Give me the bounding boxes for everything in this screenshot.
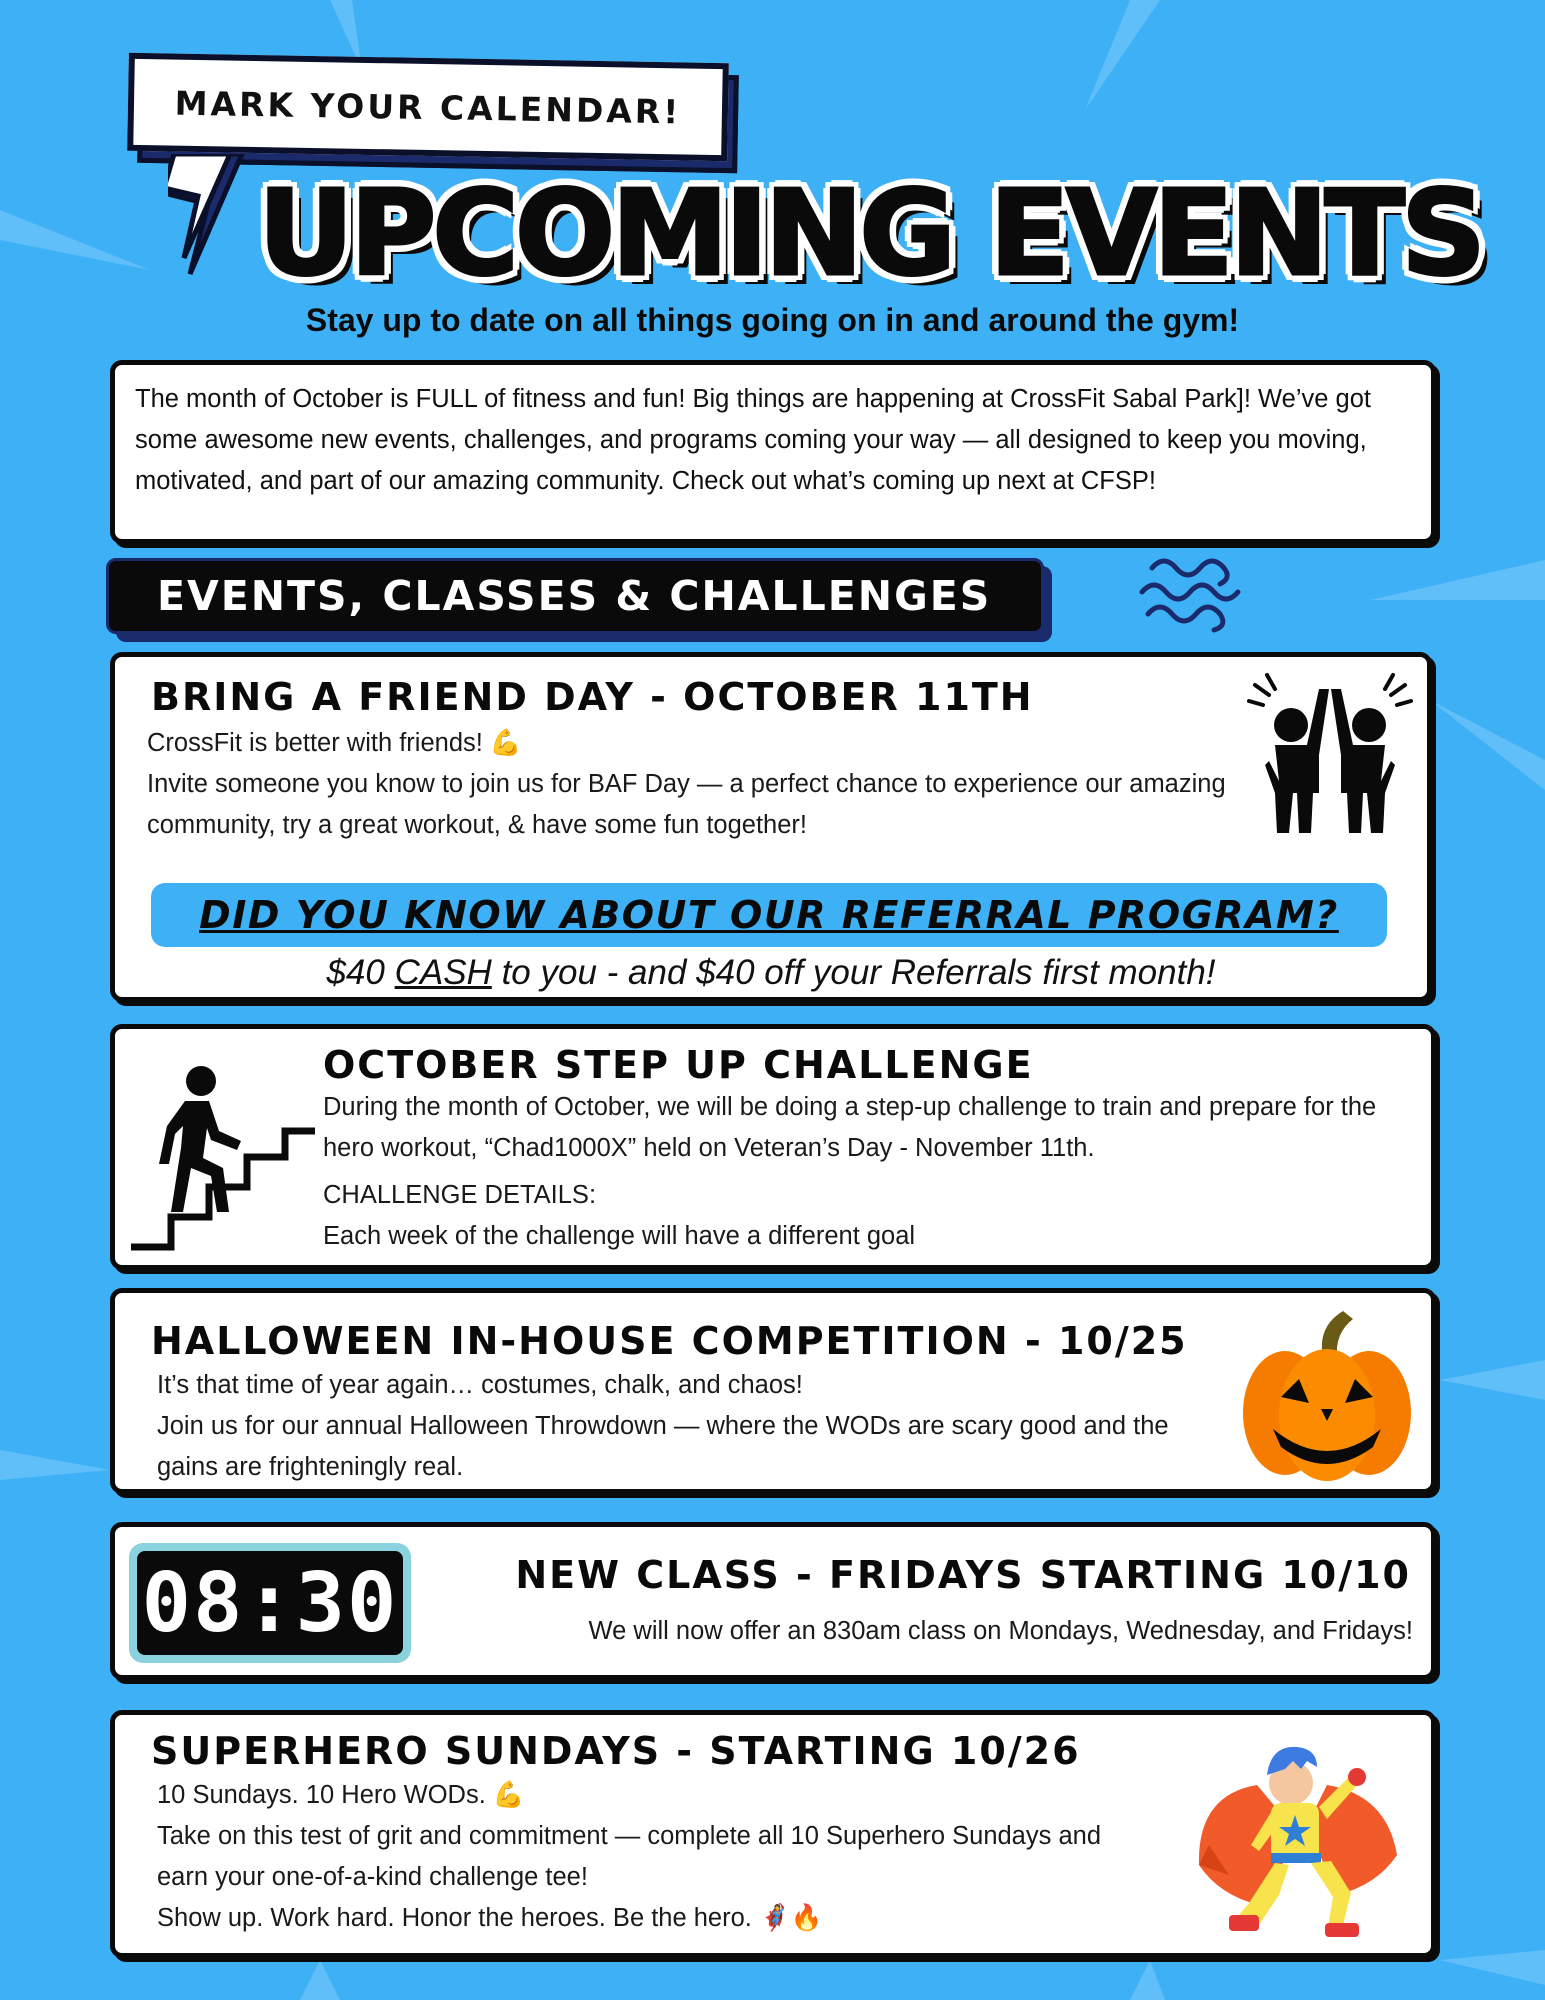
event-title: BRING A FRIEND DAY - OCTOBER 11TH (151, 675, 1034, 719)
event-line: It’s that time of year again… costumes, chalk, and chaos! (157, 1371, 803, 1399)
clock-display: 08:30 (137, 1551, 403, 1655)
event-description (157, 1775, 1157, 1939)
event-description (147, 723, 1227, 846)
superhero-icon (1187, 1735, 1417, 1945)
event-line: Invite someone you know to join us for BAF Day — a perfect chance to experience our amazing community, try a great workout, & have some fun together! (147, 770, 1226, 839)
event-line: Show up. Work hard. Honor the heroes. Be the hero. 🦸‍♀️🔥 (157, 1904, 823, 1932)
banner-box (127, 53, 729, 161)
digital-clock-icon (129, 1543, 411, 1663)
event-card-new-class (110, 1522, 1436, 1680)
section-header (106, 558, 1044, 634)
intro-text: The month of October is FULL of fitness and fun! Big things are happening at CrossFit Sabal Park]! We’ve got some awesome new events, challenges, and programs coming your way — all designed to keep you moving, motivated, and part of our amazing community. Check out what’s coming up next at CFSP! (135, 385, 1371, 495)
banner-label: MARK YOUR CALENDAR! (174, 83, 682, 131)
event-line: CrossFit is better with friends! 💪 (147, 729, 522, 757)
referral-cash: CASH (394, 953, 492, 992)
intro-card (110, 360, 1436, 544)
page-title: UPCOMING EVENTS (258, 164, 1482, 302)
event-description (157, 1365, 1207, 1488)
event-card-step-up-challenge (110, 1024, 1436, 1270)
event-description: During the month of October, we will be doing a step-up challenge to train and prepare for the hero workout, “Chad1000X” held on Veteran’s Day - November 11th. (323, 1093, 1377, 1162)
details-label: CHALLENGE DETAILS: (323, 1181, 597, 1209)
event-card-bring-a-friend (110, 652, 1432, 1002)
squiggle-icon (1138, 552, 1250, 636)
event-title: NEW CLASS - FRIDAYS STARTING 10/10 (515, 1553, 1411, 1597)
page-subtitle: Stay up to date on all things going on in and around the gym! (305, 302, 1240, 338)
pumpkin-icon (1237, 1305, 1417, 1485)
event-title: HALLOWEEN IN-HOUSE COMPETITION - 10/25 (151, 1319, 1188, 1363)
challenge-details (323, 1175, 1413, 1257)
section-title: EVENTS, CLASSES & CHALLENGES (157, 572, 992, 620)
event-line: Join us for our annual Halloween Throwdown — where the WODs are scary good and the gains are frighteningly real. (157, 1412, 1169, 1481)
event-card-halloween (110, 1288, 1436, 1494)
event-line: Take on this test of grit and commitment — complete all 10 Superhero Sundays and earn your one-of-a-kind challenge tee! (157, 1822, 1101, 1891)
event-description: We will now offer an 830am class on Mondays, Wednesday, and Fridays! (588, 1617, 1413, 1645)
referral-heading: DID YOU KNOW ABOUT OUR REFERRAL PROGRAM? (199, 893, 1339, 937)
speech-tail-icon (168, 154, 258, 284)
event-title: SUPERHERO SUNDAYS - STARTING 10/26 (151, 1729, 1081, 1773)
high-five-icon (1245, 671, 1415, 841)
referral-pre: $40 (326, 953, 395, 992)
details-text: Each week of the challenge will have a different goal (323, 1222, 916, 1250)
event-title: OCTOBER STEP UP CHALLENGE (323, 1043, 1034, 1087)
referral-post: to you - and $40 off your Referrals first month! (491, 953, 1216, 992)
referral-offer (115, 953, 1427, 993)
stairs-climber-icon (129, 1061, 315, 1251)
event-line: 10 Sundays. 10 Hero WODs. 💪 (157, 1781, 525, 1809)
referral-program-link[interactable] (151, 883, 1387, 947)
event-card-superhero-sundays (110, 1710, 1436, 1958)
